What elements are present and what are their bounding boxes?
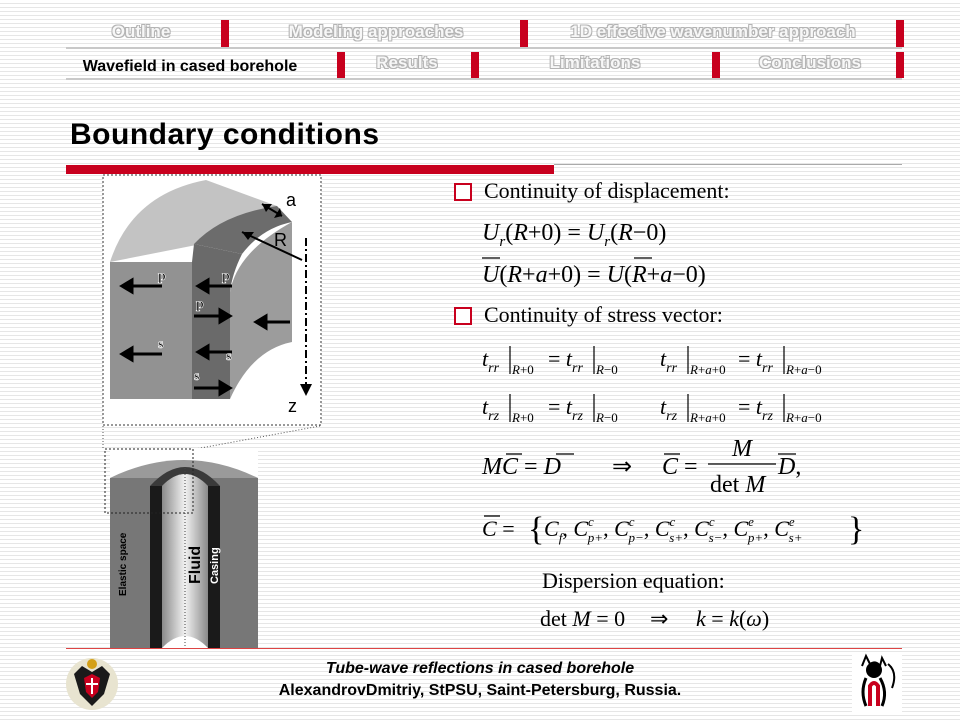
svg-text:⇒: ⇒ (612, 454, 633, 480)
svg-text:R+a−0: R+a−0 (786, 362, 822, 377)
nav-separator (520, 20, 528, 47)
p-label: p (158, 269, 166, 284)
svg-text:= trr: = $t_{rr}$ (738, 346, 773, 376)
svg-text:R+0: R+0 (512, 410, 534, 425)
nav-separator (471, 52, 479, 78)
svg-text:det M: det M (710, 472, 766, 498)
svg-text:M: M (732, 436, 752, 462)
svg-text:trr: $t_{rr}$ (660, 346, 678, 376)
bullet-marker (454, 183, 472, 201)
nav-divider-top (66, 47, 902, 49)
displacement-equations (476, 212, 786, 292)
nav-effective-wavenumber[interactable]: 1D effective wavenumber approach (570, 22, 856, 41)
nav-conclusions[interactable]: Conclusions (758, 53, 861, 72)
nav-divider-bottom (66, 78, 902, 80)
p-label: p (196, 297, 204, 312)
svg-text:U(R+a+0) = U(R+a−0): U(R+a+0) = U(R+a−0) (482, 262, 706, 288)
nav-wavefield-active[interactable]: Wavefield in cased borehole (82, 58, 298, 75)
svg-text:C =: C = (662, 454, 698, 480)
footer-divider (66, 648, 902, 649)
nav-results[interactable]: Results (376, 53, 438, 72)
nav-modeling-approaches[interactable]: Modeling approaches (288, 22, 464, 41)
svg-text:R+a+0: R+a+0 (690, 362, 726, 377)
bullet-continuity-stress: Continuity of stress vector: (484, 302, 723, 327)
svg-text:MC = D: MC = D (482, 454, 561, 480)
svg-text:Cf, Ccp+, Ccp−, Ccs+, Ccs−, Ce: $C_f$, $C^c$ p+, $C^c$ p−, $C^c$ s+, $C^c$ s−, Ce p+, Ce s+ (544, 514, 803, 545)
bullet-continuity-displacement: Continuity of displacement: (484, 178, 730, 203)
svg-text:R+0: R+0 (512, 362, 534, 377)
bullet-marker (454, 307, 472, 325)
nav-separator (896, 52, 904, 78)
svg-text:= trz: = $t_{rz}$ (548, 394, 583, 424)
nav-limitations[interactable]: Limitations (549, 53, 641, 72)
cased-borehole-figure (104, 448, 258, 648)
svg-text:R−0: R−0 (596, 410, 618, 425)
svg-text:= trr: = $t_{rr}$ (548, 346, 583, 376)
nav-separator (221, 20, 229, 47)
svg-text:R+a+0: R+a+0 (690, 410, 726, 425)
system-equation (476, 434, 826, 502)
svg-text:trz: $t_{rz}$ (482, 394, 500, 424)
svg-text:R+a−0: R+a−0 (786, 410, 822, 425)
nav-separator (896, 20, 904, 47)
unknowns-vector (476, 506, 876, 556)
z-label: z (288, 396, 297, 416)
borehole-section-figure (102, 174, 322, 426)
s-label: s (158, 337, 164, 352)
svg-text:D,: D, (778, 454, 802, 480)
svg-text:Ur(R+0) = Ur(R−0): $U_r(R+0) = U_r(R-0)$ (482, 220, 667, 250)
fluid-label: Fluid (187, 545, 204, 584)
svg-text:R−0: R−0 (596, 362, 618, 377)
svg-text:k = k(ω): k = k(ω) (696, 606, 770, 631)
slide-title: Boundary conditions (70, 118, 380, 151)
svg-text:⇒: ⇒ (650, 606, 669, 631)
elastic-space-label: Elastic space (118, 532, 129, 596)
p-label: p (222, 269, 230, 284)
svg-text:trz: $t_{rz}$ (660, 394, 678, 424)
footer-title: Tube-wave reflections in cased borehole (325, 660, 635, 677)
title-rule (554, 164, 902, 165)
footer-author: AlexandrovDmitriy, StPSU, Saint-Petersburg, Russia. (278, 682, 682, 699)
R-label: R (274, 230, 287, 250)
svg-text:= trz: = $t_{rz}$ (738, 394, 773, 424)
svg-text:C =: C = (482, 516, 515, 541)
s-label: s (194, 369, 200, 384)
svg-text:trr: $t_{rr}$ (482, 346, 500, 376)
svg-text:det M = 0: det M = 0 (540, 606, 626, 631)
dispersion-equation (536, 598, 796, 638)
nav-separator (712, 52, 720, 78)
title-underline (66, 165, 554, 174)
casing-label: Casing (209, 547, 221, 584)
nav-separator (337, 52, 345, 78)
s-label: s (226, 349, 232, 364)
nav-outline[interactable]: Outline (111, 22, 171, 41)
cat-logo (852, 652, 902, 712)
stress-equations (476, 338, 876, 428)
svg-text:}: } (848, 511, 865, 548)
dispersion-label: Dispersion equation: (542, 568, 725, 593)
a-label: a (286, 190, 297, 210)
svg-text:{: { (528, 511, 545, 548)
